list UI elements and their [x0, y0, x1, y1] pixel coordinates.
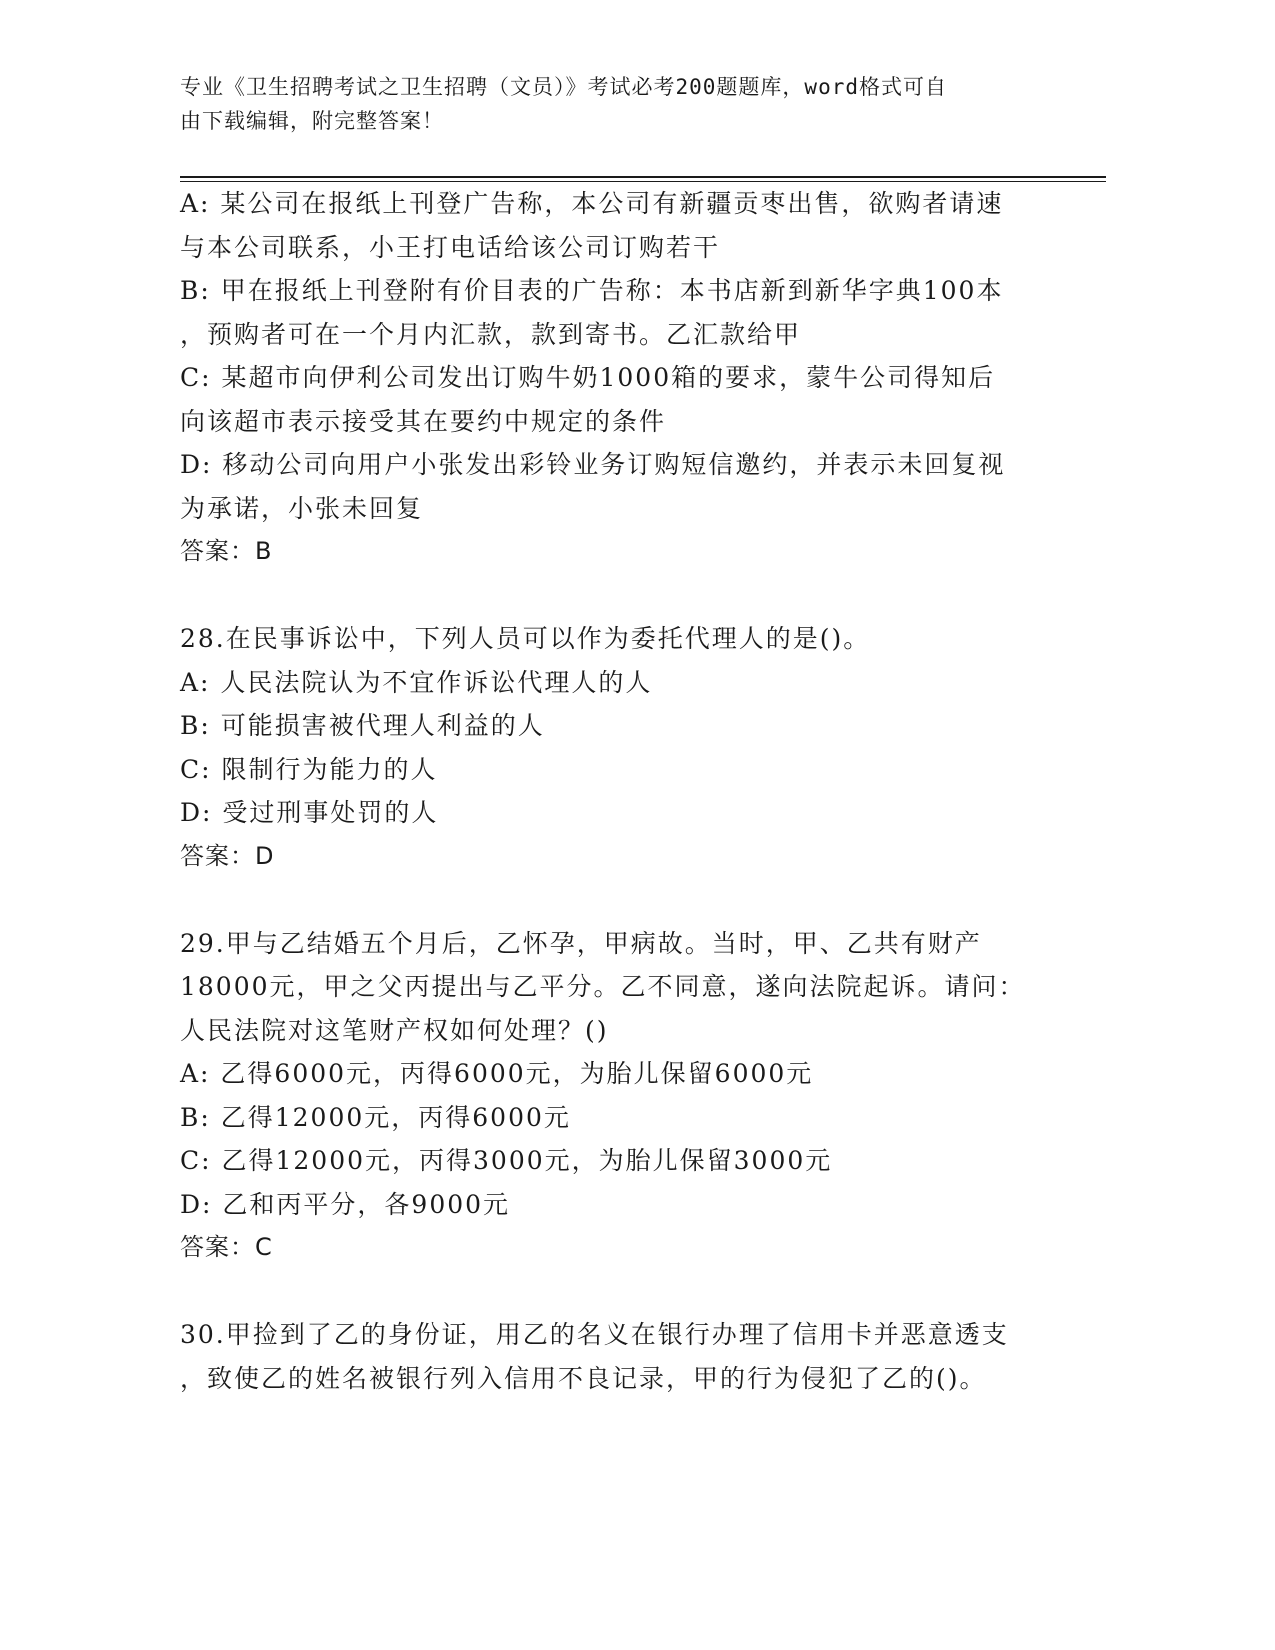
- option-b: B: 乙得12000元，丙得6000元: [180, 1102, 571, 1132]
- option-b-cont: ，预购者可在一个月内汇款，款到寄书。乙汇款给甲: [180, 319, 802, 349]
- option-c: C: 某超市向伊利公司发出订购牛奶1000箱的要求，蒙牛公司得知后: [180, 363, 996, 392]
- question-stem-cont: ，致使乙的姓名被银行列入信用不良记录，甲的行为侵犯了乙的()。: [180, 1363, 987, 1393]
- question-stem-cont: 人民法院对这笔财产权如何处理？(): [180, 1015, 609, 1045]
- option-d-cont: 为承诺，小张未回复: [180, 493, 424, 523]
- option-a-cont: 与本公司联系，小王打电话给该公司订购若干: [180, 232, 721, 262]
- option-a: A: 人民法院认为不宜作诉讼代理人的人: [180, 667, 653, 697]
- question-stem: 28.在民事诉讼中，下列人员可以作为委托代理人的是()。: [180, 624, 871, 653]
- question-28: [180, 617, 1040, 878]
- option-d: D: 乙和丙平分，各9000元: [180, 1189, 511, 1219]
- option-d: D: 受过刑事处罚的人: [180, 798, 439, 827]
- spacer: [180, 878, 1040, 922]
- option-c-cont: 向该超市表示接受其在要约中规定的条件: [180, 406, 667, 436]
- page-header: [180, 70, 1050, 138]
- answer-label: 答案：C: [180, 1233, 273, 1261]
- answer-label: 答案：B: [180, 537, 273, 565]
- question-stem-cont: 18000元，甲之父丙提出与乙平分。乙不同意，遂向法院起诉。请问：: [180, 972, 1026, 1001]
- question-stem: 29.甲与乙结婚五个月后，乙怀孕，甲病故。当时，甲、乙共有财产: [180, 928, 982, 958]
- question-stem: 30.甲捡到了乙的身份证，用乙的名义在银行办理了信用卡并恶意透支: [180, 1320, 1009, 1349]
- question-30: [180, 1313, 1040, 1400]
- answer-label: 答案：D: [180, 841, 275, 870]
- option-a: A: 某公司在报纸上刊登广告称，本公司有新疆贡枣出售，欲购者请速: [180, 189, 1004, 218]
- option-d: D: 移动公司向用户小张发出彩铃业务订购短信邀约，并表示未回复视: [180, 450, 1006, 479]
- option-c: C: 乙得12000元，丙得3000元，为胎儿保留3000元: [180, 1146, 833, 1175]
- question-content: [180, 182, 1040, 1400]
- question-27-options: [180, 182, 1040, 574]
- option-b: B: 可能损害被代理人利益的人: [180, 711, 545, 740]
- header-line: 由下载编辑，附完整答案！: [180, 109, 444, 133]
- spacer: [180, 1270, 1040, 1314]
- question-29: [180, 922, 1040, 1270]
- header-divider: [180, 176, 1106, 178]
- spacer: [180, 574, 1040, 618]
- header-line: 专业《卫生招聘考试之卫生招聘（文员）》考试必考200题题库，word格式可自: [180, 75, 947, 99]
- option-a: A: 乙得6000元，丙得6000元，为胎儿保留6000元: [180, 1059, 814, 1088]
- option-b: B: 甲在报纸上刊登附有价目表的广告称：本书店新到新华字典100本: [180, 276, 1004, 305]
- option-c: C: 限制行为能力的人: [180, 754, 438, 784]
